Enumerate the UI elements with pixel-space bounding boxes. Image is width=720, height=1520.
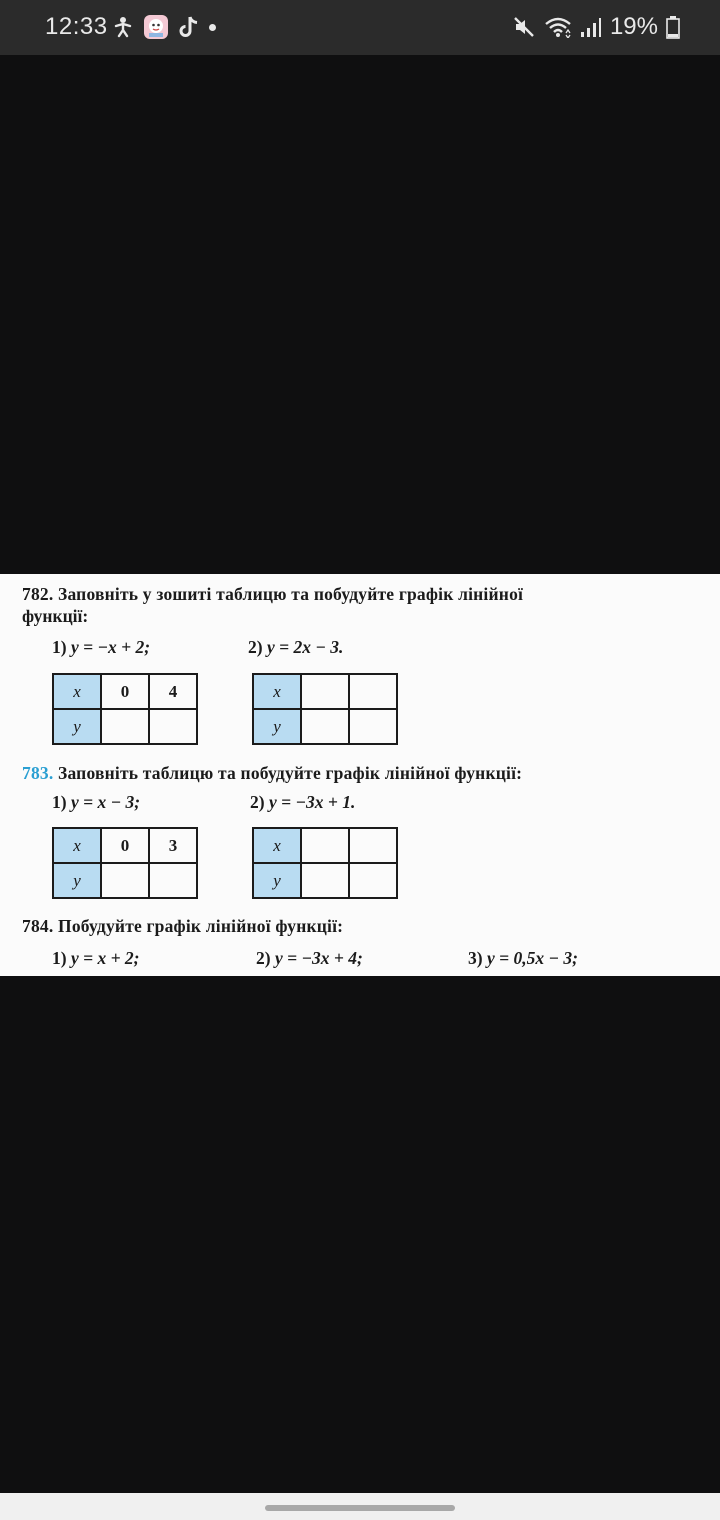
exercise-783-item-2: [250, 792, 355, 813]
gesture-nav-bar: [0, 1493, 720, 1520]
table-header-x: x: [53, 674, 101, 709]
table-header-y: y: [53, 863, 101, 898]
table-cell: 4: [149, 674, 197, 709]
item-formula: y = x − 3;: [70, 792, 141, 812]
exercise-782-item-2: [248, 637, 343, 658]
table-cell: [301, 828, 349, 863]
table-header-x: x: [253, 674, 301, 709]
item-formula: y = −3x + 1.: [268, 792, 356, 812]
exercise-783-item-1: [52, 792, 140, 813]
table-header-x: x: [253, 828, 301, 863]
exercise-number: 783.: [22, 763, 54, 783]
exercise-text: Побудуйте графік лінійної функції:: [58, 916, 344, 936]
status-bar: [0, 0, 720, 55]
item-formula: y = −3x + 4;: [274, 948, 363, 968]
system-icons: [512, 13, 680, 41]
item-label: 3): [468, 948, 483, 968]
table-cell: 0: [101, 674, 149, 709]
table-cell: 0: [101, 828, 149, 863]
wifi-icon: [544, 16, 572, 38]
exercise-784-item-2: [256, 948, 363, 969]
table-header-x: x: [53, 828, 101, 863]
table-cell: [349, 863, 397, 898]
textbook-photo[interactable]: [0, 574, 720, 976]
mute-icon: [512, 15, 536, 39]
exercise-783-title: [22, 763, 522, 784]
signal-icon: [580, 16, 602, 38]
battery-icon: [666, 15, 680, 39]
tiktok-icon: [179, 15, 199, 39]
accessibility-icon: [113, 16, 133, 38]
table-cell: [349, 828, 397, 863]
table-cell: [101, 863, 149, 898]
home-gesture-handle[interactable]: [265, 1505, 455, 1511]
item-label: 1): [52, 948, 67, 968]
table-cell: [349, 709, 397, 744]
item-label: 2): [256, 948, 271, 968]
item-label: 2): [250, 792, 265, 812]
item-label: 1): [52, 637, 67, 657]
table-cell: [301, 674, 349, 709]
table-cell: 3: [149, 828, 197, 863]
status-time: 12:33: [45, 13, 108, 40]
notification-dot-icon: [209, 24, 216, 31]
notification-icons: [113, 13, 216, 41]
table-header-y: y: [53, 709, 101, 744]
app-avatar-icon: [143, 14, 169, 40]
table-cell: [301, 863, 349, 898]
exercise-784-title: [22, 916, 343, 937]
table-cell: [349, 674, 397, 709]
exercise-782-table-2: [252, 673, 398, 745]
exercise-number: 782.: [22, 584, 54, 604]
item-label: 1): [52, 792, 67, 812]
table-header-y: y: [253, 709, 301, 744]
exercise-782-item-1: [52, 637, 150, 658]
exercise-782-text-line2: функції:: [22, 606, 89, 626]
table-cell: [149, 863, 197, 898]
exercise-text: Заповніть таблицю та побудуйте графік лінійної функції:: [58, 763, 523, 783]
table-header-y: y: [253, 863, 301, 898]
item-formula: y = −x + 2;: [70, 637, 151, 657]
item-label: 2): [248, 637, 263, 657]
item-formula: y = 2x − 3.: [266, 637, 344, 657]
exercise-783-table-2: [252, 827, 398, 899]
exercise-number: 784.: [22, 916, 54, 936]
item-formula: y = 0,5x − 3;: [486, 948, 578, 968]
exercise-782-table-1: [52, 673, 198, 745]
exercise-784-item-1: [52, 948, 140, 969]
table-cell: [301, 709, 349, 744]
exercise-783-table-1: [52, 827, 198, 899]
table-cell: [149, 709, 197, 744]
exercise-784-item-3: [468, 948, 578, 969]
exercise-782-title: [22, 584, 523, 605]
item-formula: y = x + 2;: [70, 948, 140, 968]
exercise-text: Заповніть у зошиті таблицю та побудуйте графік лінійної: [58, 584, 524, 604]
battery-percent: 19%: [609, 13, 658, 40]
table-cell: [101, 709, 149, 744]
